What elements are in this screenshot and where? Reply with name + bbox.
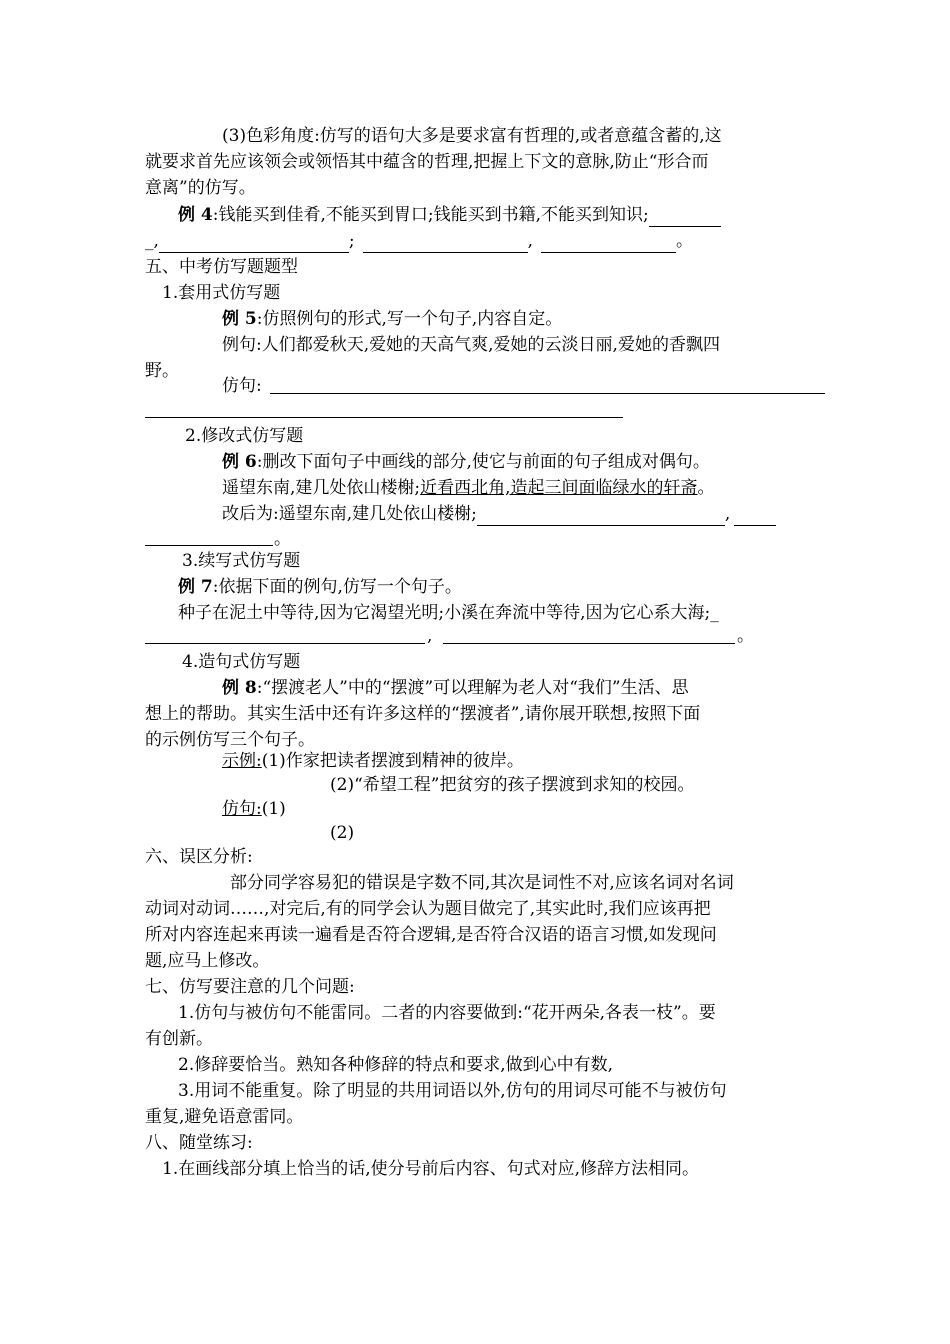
example-7-label: 例 7 <box>178 577 213 597</box>
para-3-line2: 就要求首先应该领会或领悟其中蕴含的哲理,把握上下文的意脉,防止“形合而 <box>145 152 709 172</box>
example-7-sentence: 种子在泥土中等待,因为它渴望光明;小溪在奔流中等待,因为它心系大海;_ <box>178 603 719 623</box>
example-5-answer-label: 仿句: <box>222 376 262 396</box>
section-7-item3-line1: 3.用词不能重复。除了明显的共用词语以外,仿句的用词尽可能不与被仿句 <box>178 1081 727 1101</box>
example-4-blank-2[interactable] <box>159 234 349 253</box>
section-7-item2: 2.修辞要恰当。熟知各种修辞的特点和要求,做到心中有数, <box>178 1055 614 1075</box>
example-6-label: 例 6 <box>222 452 257 472</box>
section-5-4-heading: 4.造句式仿写题 <box>182 652 301 672</box>
section-6-para-line2: 动词对动词……,对完后,有的同学会认为题目做完了,其实此时,我们应该再把 <box>145 899 711 919</box>
example-8-line1 <box>222 676 689 700</box>
example-8-demo-1: (1)作家把读者摆渡到精神的彼岸。 <box>261 751 524 771</box>
comma: , <box>724 504 731 524</box>
example-8-answer-1: (1) <box>261 799 286 819</box>
example-8-text1: :“摆渡老人”中的“摆渡”可以理解为老人对“我们”生活、思 <box>256 678 689 698</box>
example-4-answer-line <box>145 229 693 253</box>
example-5-sample-line2: 野。 <box>145 361 179 381</box>
section-7-heading: 七、仿写要注意的几个问题: <box>145 977 355 997</box>
comma: , <box>527 231 534 251</box>
example-6-line <box>222 450 710 474</box>
example-4-label: 例 4 <box>178 205 213 225</box>
period: 。 <box>737 626 754 646</box>
example-8-line3: 的示例仿写三个句子。 <box>145 730 315 750</box>
section-8-heading: 八、随堂练习: <box>145 1133 253 1153</box>
example-6-blank-1[interactable] <box>477 507 725 526</box>
section-8-item1: 1.在画线部分填上恰当的话,使分号前后内容、句式对应,修辞方法相同。 <box>162 1159 700 1179</box>
example-7-line <box>178 575 462 599</box>
section-6-heading: 六、误区分析: <box>145 847 253 867</box>
section-6-para-line3: 所对内容连起来再读一遍看是否符合逻辑,是否符合汉语的语言习惯,如发现问 <box>145 925 717 945</box>
period: 。 <box>676 231 694 251</box>
example-5-text: :仿照例句的形式,写一个句子,内容自定。 <box>256 309 563 329</box>
example-8-demo-line1 <box>222 749 524 773</box>
example-8-answer-line1 <box>222 797 286 821</box>
example-4-blank-1[interactable] <box>649 208 721 227</box>
example-6-sentence-a: 遥望东南,建几处依山楼榭; <box>222 478 421 498</box>
section-7-item1-line1: 1.仿句与被仿句不能雷同。二者的内容要做到:“花开两朵,各表一枝”。要 <box>178 1003 716 1023</box>
example-6-answer-line <box>222 502 776 526</box>
semicolon: ; <box>348 231 355 251</box>
example-6-underlined-part: 近看西北角,造起三间面临绿水的轩斋 <box>420 478 698 498</box>
example-6-text: :删改下面句子中画线的部分,使它与前面的句子组成对偶句。 <box>256 452 710 472</box>
section-6-para-line1: 部分同学容易犯的错误是字数不同,其次是词性不对,应该名词对名词 <box>230 873 734 893</box>
example-7-text: :依据下面的例句,仿写一个句子。 <box>212 577 462 597</box>
section-5-1-heading: 1.套用式仿写题 <box>162 283 281 303</box>
para-3-line1: (3)色彩角度:仿写的语句大多是要求富有哲理的,或者意蕴含蓄的,这 <box>222 126 722 146</box>
section-7-item3-line2: 重复,避免语意雷同。 <box>145 1107 304 1127</box>
example-8-answer-2: (2) <box>330 823 355 843</box>
example-8-label: 例 8 <box>222 678 257 698</box>
example-8-demo-2: (2)“希望工程”把贫穷的孩子摆渡到求知的校园。 <box>330 775 695 795</box>
example-8-line2: 想上的帮助。其实生活中还有许多这样的“摆渡者”,请你展开联想,按照下面 <box>145 704 701 724</box>
example-5-label: 例 5 <box>222 309 257 329</box>
example-4-line <box>178 203 721 227</box>
example-7-blank-1[interactable] <box>145 643 425 644</box>
example-5-answer-blank-2[interactable] <box>145 417 623 418</box>
example-6-after-label: 改后为:遥望东南,建几处依山楼榭; <box>222 504 477 524</box>
example-6-sentence <box>222 476 715 500</box>
section-5-heading: 五、中考仿写题题型 <box>145 257 298 277</box>
section-5-3-heading: 3.续写式仿写题 <box>182 551 301 571</box>
comma: , <box>427 626 433 646</box>
example-8-demo-label: 示例: <box>222 751 262 771</box>
example-6-sentence-end: 。 <box>697 478 715 498</box>
example-4-blank-3[interactable] <box>363 234 528 253</box>
example-6-blank-3[interactable] <box>145 545 273 546</box>
example-5-answer-blank-1[interactable] <box>270 393 825 394</box>
example-6-blank-2[interactable] <box>734 507 776 526</box>
section-7-item1-line2: 有创新。 <box>145 1029 213 1049</box>
section-5-2-heading: 2.修改式仿写题 <box>185 426 304 446</box>
example-4-blank-4[interactable] <box>541 234 676 253</box>
example-5-line <box>222 307 562 331</box>
example-5-sample-line1: 例句:人们都爱秋天,爱她的天高气爽,爱她的云淡日丽,爱她的香飘四 <box>222 335 720 355</box>
example-6-end-period: 。 <box>274 529 291 549</box>
para-3-line3: 意离”的仿写。 <box>145 178 256 198</box>
section-6-para-line4: 题,应马上修改。 <box>145 951 270 971</box>
example-8-answer-label: 仿句: <box>222 799 262 819</box>
example-7-blank-2[interactable] <box>443 643 735 644</box>
example-4-text: :钱能买到佳肴,不能买到胃口;钱能买到书籍,不能买到知识; <box>212 205 649 225</box>
example-4-sep: _, <box>145 231 159 251</box>
